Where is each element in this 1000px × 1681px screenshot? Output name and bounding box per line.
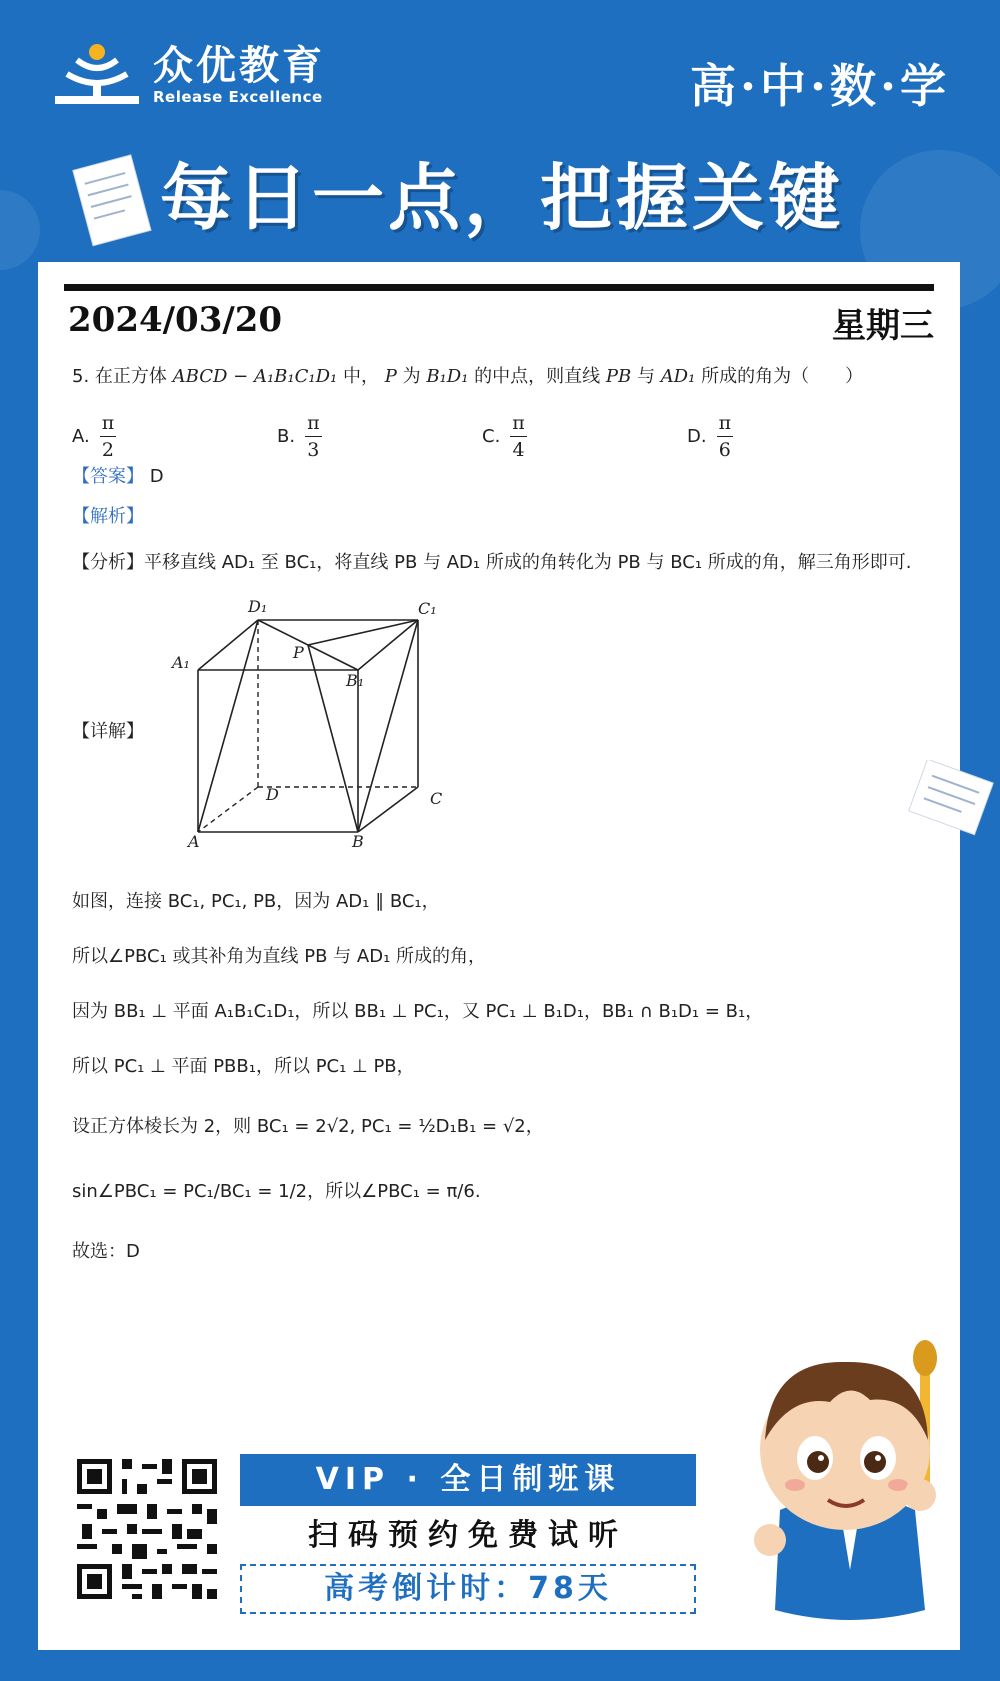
analysis-tag: 【解析】 (72, 506, 144, 527)
question-part: 为 (402, 366, 421, 387)
solution-line: sin∠PBC₁ = PC₁/BC₁ = 1/2，所以∠PBC₁ = π/6. (72, 1181, 481, 1202)
option-denominator: 3 (307, 439, 320, 461)
mascot-icon (740, 1340, 970, 1640)
options (72, 412, 932, 482)
slogan: 每日一点，把握关键 (160, 156, 845, 240)
question-part: 的中点，则直线 (474, 366, 601, 387)
segment-ad1 (198, 620, 258, 832)
option-numerator: π (100, 412, 117, 437)
question-math: ABCD − A₁B₁C₁D₁ (172, 366, 338, 387)
paper-icon (72, 150, 162, 250)
edge-a1d1 (198, 620, 258, 670)
top-rule (64, 284, 934, 291)
brand-tagline: Release Excellence (153, 88, 323, 106)
paper-icon (905, 760, 1000, 840)
cube-figure (168, 592, 488, 852)
option-c (482, 412, 527, 461)
option-denominator: 6 (718, 439, 731, 461)
fenxi-line (72, 548, 911, 574)
label-a: A (188, 832, 200, 851)
answer-value: D (149, 466, 164, 487)
header (0, 0, 1000, 270)
label-b: B (352, 832, 364, 851)
date: 2024/03/20 (68, 300, 283, 340)
option-numerator: π (717, 412, 734, 437)
option-denominator: 4 (512, 439, 525, 461)
subject-title: 高·中·数·学 (689, 59, 950, 113)
fenxi-tag: 【分析】 (72, 552, 144, 573)
label-d: D (266, 785, 279, 804)
analysis-line (72, 502, 144, 528)
logo-icon (55, 42, 139, 108)
countdown: 高考倒计时：78天 (240, 1564, 696, 1614)
scan-prompt: 扫码预约免费试听 (308, 1518, 628, 1553)
option-label: A. (72, 426, 90, 447)
option-label: B. (277, 426, 296, 447)
question-math: AD₁ (660, 366, 696, 387)
option-numerator: π (510, 412, 527, 437)
solution-line: 如图，连接 BC₁, PC₁, PB，因为 AD₁ ∥ BC₁， (72, 891, 440, 912)
vip-banner: VIP · 全日制班课 (240, 1454, 696, 1506)
solution-line: 设正方体棱长为 2，则 BC₁ = 2√2, PC₁ = ½D₁B₁ = √2， (72, 1116, 544, 1137)
question-math: B₁D₁ (426, 366, 469, 387)
question-number: 5. (72, 366, 90, 387)
question-math: PB (605, 366, 632, 387)
brand-name: 众优教育 (153, 43, 325, 89)
option-d (687, 412, 733, 461)
segment-d1b1 (258, 620, 358, 670)
option-label: C. (482, 426, 501, 447)
label-c: C (430, 789, 443, 808)
option-label: D. (687, 426, 707, 447)
option-numerator: π (305, 412, 322, 437)
answer-line (72, 462, 164, 488)
label-p: P (293, 643, 304, 662)
label-b1: B₁ (346, 671, 365, 690)
weekday: 星期三 (832, 306, 934, 346)
label-d1: D₁ (248, 597, 268, 616)
edge-bc (358, 787, 418, 832)
label-c1: C₁ (418, 599, 437, 618)
brand-logo (55, 42, 325, 108)
fenxi-text: 平移直线 AD₁ 至 BC₁，将直线 PB 与 AD₁ 所成的角转化为 PB 与 BC₁ 所成的角，解三角形即可. (144, 552, 912, 573)
option-b (277, 412, 322, 461)
qr-code-icon[interactable] (72, 1454, 222, 1604)
option-denominator: 2 (101, 439, 115, 461)
question-part: 与 (636, 366, 655, 387)
question-part: 在正方体 (94, 366, 167, 387)
label-a1: A₁ (172, 653, 190, 672)
question-part: 所成的角为（ ） (701, 366, 864, 387)
question-math: P (384, 366, 397, 387)
detail-tag: 【详解】 (72, 721, 144, 742)
solution-line: 所以∠PBC₁ 或其补角为直线 PB 与 AD₁ 所成的角， (72, 946, 487, 967)
solution-line: 故选：D (72, 1241, 140, 1262)
answer-tag: 【答案】 (72, 466, 144, 487)
segment-pc1 (308, 620, 418, 645)
question-text (72, 362, 863, 388)
solution-line: 所以 PC₁ ⊥ 平面 PBB₁，所以 PC₁ ⊥ PB， (72, 1056, 415, 1077)
hidden-edge-ad (198, 787, 258, 832)
solution-line: 因为 BB₁ ⊥ 平面 A₁B₁C₁D₁，所以 BB₁ ⊥ PC₁，又 PC₁ ⊥ B₁D₁，BB₁ ∩ B₁D₁ = B₁， (72, 1001, 764, 1022)
option-a (72, 412, 116, 461)
question-part: 中， (342, 366, 379, 387)
segment-bc1 (358, 620, 418, 832)
